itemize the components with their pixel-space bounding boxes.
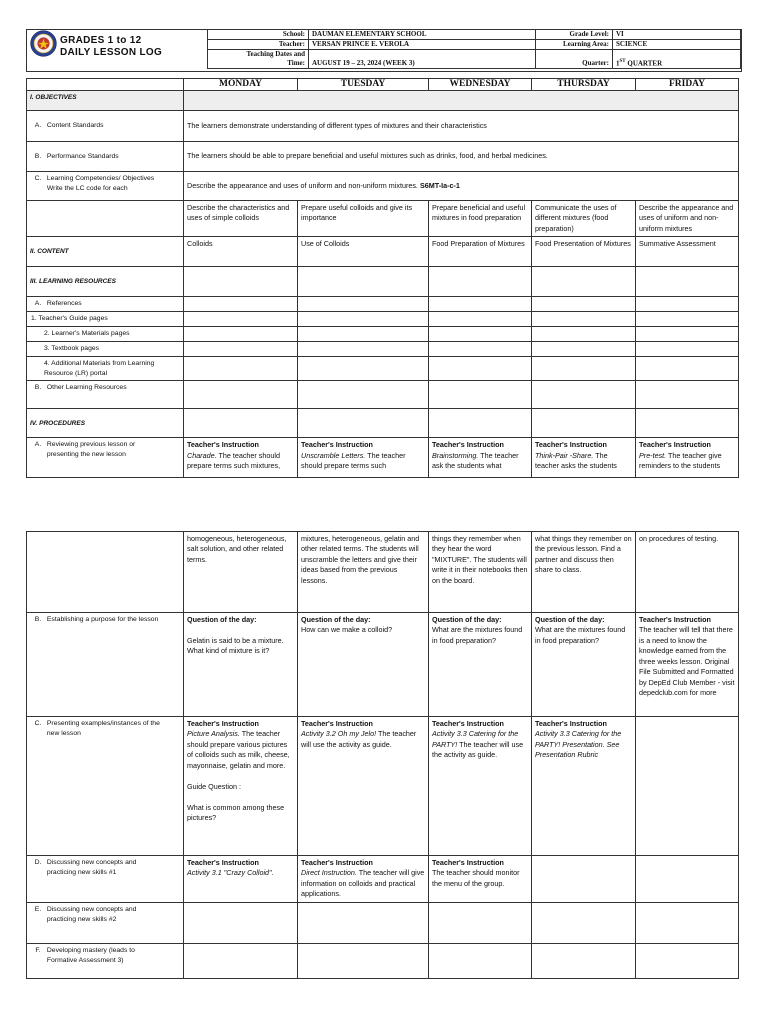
reviewing-num: A. — [34, 441, 42, 449]
reviewing-label — [27, 438, 184, 478]
quarter-value — [613, 50, 741, 69]
competencies-label — [27, 172, 184, 201]
competencies-code: S6MT-Ia-c-1 — [419, 180, 460, 190]
resources-heading: III. LEARNING RESOURCES — [27, 267, 184, 297]
examples-wednesday — [429, 717, 532, 856]
concepts-1-monday — [184, 856, 298, 903]
examples-num: C. — [34, 720, 42, 727]
textbook-pages-label: 3. Textbook pages — [27, 341, 184, 356]
reviewing-text: Reviewing previous lesson or presenting the new lesson — [46, 441, 136, 459]
area-label: Learning Area: — [536, 40, 613, 50]
dates-label — [208, 50, 309, 69]
competencies-value — [184, 172, 739, 201]
objective-wednesday: Prepare beneficial and useful mixtures in food preparation — [429, 201, 532, 237]
reviewing-thursday-p2: what things they remember on the previous lesson. Find a partner and discuss then share to class. — [532, 532, 636, 613]
purpose-text: Establishing a purpose for the lesson — [46, 616, 159, 623]
lesson-log-table-page-2 — [26, 531, 739, 979]
purpose-tuesday: Question of the day: How can we make a colloid? — [298, 613, 429, 717]
reviewing-tuesday-p2: mixtures, heterogeneous, gelatin and other related terms. The students will unscramble the letters and give their ideas based from the previous lessons. — [298, 532, 429, 613]
content-monday: Colloids — [184, 237, 298, 267]
purpose-monday-text: Gelatin is said to be a mixture. What kind of mixture is it? — [187, 635, 284, 656]
quarter-word: QUARTER — [625, 59, 663, 67]
references-text: References — [46, 300, 82, 308]
examples-thursday-head: Teacher's Instruction — [535, 719, 607, 728]
examples-thursday — [532, 717, 636, 856]
content-heading: II. CONTENT — [27, 237, 184, 267]
concepts-1-tuesday-text: The teacher will give information on colloids and practical applications. — [301, 868, 425, 899]
competencies-text: Learning Competencies/ Objectives Write the LC code for each — [46, 175, 155, 192]
procedures-heading: IV. PROCEDURES — [27, 409, 184, 438]
header-info-table — [207, 29, 741, 69]
reviewing-monday-head: Teacher's Instruction — [187, 440, 259, 450]
concepts-2-text: Discussing new concepts and practicing new skills #2 — [46, 906, 137, 923]
purpose-num: B. — [34, 616, 42, 623]
purpose-wednesday: Question of the day: What are the mixtures found in food preparation? — [429, 613, 532, 717]
reviewing-continued-label — [27, 532, 184, 613]
reviewing-thursday-text: The teacher asks the students — [535, 450, 617, 471]
concepts-1-wednesday-text: The teacher should monitor the menu of the group. — [432, 868, 520, 888]
concepts-2-label — [27, 903, 184, 944]
content-standards-num: A. — [34, 122, 42, 130]
examples-tuesday-head: Teacher's Instruction — [301, 719, 373, 728]
content-standards-text: Content Standards — [46, 122, 104, 130]
content-standards-label — [27, 111, 184, 142]
examples-label — [27, 717, 184, 856]
concepts-1-tuesday — [298, 856, 429, 903]
dates-label-line-2: Time: — [287, 59, 305, 67]
school-label: School: — [208, 30, 309, 40]
reviewing-tuesday-method: Unscramble Letters. — [301, 450, 366, 460]
day-friday: FRIDAY — [636, 79, 739, 91]
reviewing-friday-method: Pre-test. — [639, 450, 667, 460]
reviewing-wednesday-text: The teacher ask the students what — [432, 450, 519, 471]
reviewing-tuesday-head: Teacher's Instruction — [301, 440, 373, 450]
daily-objectives-label — [27, 201, 184, 237]
mastery-num: F. — [35, 947, 41, 954]
objective-tuesday: Prepare useful colloids and give its importance — [298, 201, 429, 237]
competencies-desc: Describe the appearance and uses of uniform and non-uniform mixtures. — [187, 180, 418, 190]
reviewing-friday-text: The teacher give reminders to the students — [639, 450, 722, 471]
grade-label: Grade Level: — [536, 30, 613, 40]
content-standards-value: The learners demonstrate understanding of different types of mixtures and their characteristics — [184, 111, 739, 142]
concepts-1-label — [27, 856, 184, 903]
examples-tuesday — [298, 717, 429, 856]
purpose-friday — [636, 613, 739, 717]
additional-materials-label: 4. Additional Materials from Learning Resource (LR) portal — [27, 356, 184, 381]
objective-thursday: Communicate the uses of different mixtures (food preparation) — [532, 201, 636, 237]
teacher-value: VERSAN PRINCE E. VEROLA — [309, 40, 536, 50]
days-corner-cell — [27, 79, 184, 91]
day-tuesday: TUESDAY — [298, 79, 429, 91]
examples-wednesday-method: Activity 3.3 Catering for the PARTY! — [432, 729, 519, 749]
reviewing-thursday-head: Teacher's Instruction — [535, 440, 607, 450]
day-thursday: THURSDAY — [532, 79, 636, 91]
examples-monday-text: The teacher should prepare various pictures of colloids such as milk, cheese, mayonnaise, gelatin and more. — [187, 729, 290, 770]
reviewing-monday-method: Charade. — [187, 450, 217, 460]
performance-standards-text: Performance Standards — [46, 152, 119, 160]
quarter-label: Quarter: — [536, 50, 613, 69]
reviewing-monday-p2: homogeneous, heterogeneous, salt solution, and other related terms. — [184, 532, 298, 613]
other-resources-num: B. — [34, 384, 42, 392]
objective-friday: Describe the appearance and uses of uniform and non-uniform mixtures — [636, 201, 739, 237]
examples-tuesday-text: The teacher will use the activity as guide. — [301, 729, 417, 749]
concepts-1-monday-method: Activity 3.1 "Crazy Colloid". — [187, 868, 274, 878]
examples-monday-guide: Guide Question : — [187, 781, 241, 791]
content-thursday: Food Presentation of Mixtures — [532, 237, 636, 267]
purpose-tuesday-head: Question of the day — [301, 615, 369, 624]
day-wednesday: WEDNESDAY — [429, 79, 532, 91]
area-value: SCIENCE — [613, 40, 741, 50]
concepts-1-thursday — [532, 856, 636, 903]
competencies-num: C. — [34, 175, 42, 182]
reviewing-wednesday-method: Brainstorming. — [432, 450, 479, 460]
objective-monday: Describe the characteristics and uses of simple colloids — [184, 201, 298, 237]
reviewing-monday-text: The teacher should prepare terms such mixtures, — [187, 450, 281, 471]
references-label — [27, 297, 184, 312]
performance-standards-num: B. — [34, 152, 42, 160]
quarter-ordinal: ST — [619, 58, 626, 64]
examples-monday-method: Picture Analysis. — [187, 729, 240, 739]
examples-tuesday-method: Activity 3.2 Oh my Jelo! — [301, 729, 377, 739]
purpose-friday-head: Teacher's Instruction — [639, 615, 711, 624]
concepts-1-wednesday — [429, 856, 532, 903]
examples-friday — [636, 717, 739, 856]
examples-monday — [184, 717, 298, 856]
purpose-thursday: Question of the day: What are the mixtures found in food preparation? — [532, 613, 636, 717]
day-monday: MONDAY — [184, 79, 298, 91]
purpose-thursday-head: Question of the day — [535, 615, 603, 624]
reviewing-thursday-p1 — [532, 438, 636, 478]
examples-monday-question: What is common among these pictures? — [187, 802, 285, 822]
examples-thursday-method: Activity 3.3 Catering for the PARTY! Presentation. See Presentation Rubric — [535, 729, 622, 760]
lesson-log-table-page-1 — [26, 78, 739, 478]
purpose-monday: Question of the day: Gelatin is said to be a mixture. What kind of mixture is it? — [184, 613, 298, 717]
references-num: A. — [34, 300, 42, 308]
learners-materials-label: 2. Learner's Materials pages — [27, 327, 184, 342]
quarter-number: 1 — [616, 59, 620, 67]
purpose-label — [27, 613, 184, 717]
content-wednesday: Food Preparation of Mixtures — [429, 237, 532, 267]
objectives-heading: I. OBJECTIVES — [27, 91, 184, 111]
reviewing-wednesday-p2: things they remember when they hear the word "MIXTURE". The students will write it in their notebooks then on the board. — [429, 532, 532, 613]
examples-monday-head: Teacher's Instruction — [187, 719, 259, 728]
mastery-text: Developing mastery (leads to Formative Assessment 3) — [46, 947, 135, 964]
performance-standards-value: The learners should be able to prepare beneficial and useful mixtures such as drinks, food, and herbal medicines. — [184, 142, 739, 172]
title-line-2: DAILY LESSON LOG — [60, 47, 163, 58]
grade-value: VI — [613, 30, 741, 40]
concepts-1-num: D. — [34, 859, 42, 866]
content-friday: Summative Assessment — [636, 237, 739, 267]
reviewing-tuesday-text: The teacher should prepare terms such — [301, 450, 406, 471]
concepts-1-wednesday-head: Teacher's Instruction — [432, 858, 504, 867]
objectives-heading-span — [184, 91, 739, 111]
concepts-1-text: Discussing new concepts and practicing new skills #1 — [46, 859, 137, 876]
purpose-friday-text: The teacher will tell that there is a need to know the knowledge earned from the three weeks lesson. Original File Submitted and Formatted by DepEd Club Member - visit depedclub.com for more — [639, 625, 735, 698]
purpose-wednesday-head: Question of the day — [432, 615, 500, 624]
concepts-1-tuesday-method: Direct Instruction. — [301, 868, 357, 878]
teacher-label: Teacher: — [208, 40, 309, 50]
examples-text: Presenting examples/instances of the new lesson — [46, 720, 160, 737]
reviewing-wednesday-head: Teacher's Instruction — [432, 440, 504, 450]
reviewing-friday-p1 — [636, 438, 739, 478]
purpose-wednesday-text: What are the mixtures found in food preparation? — [432, 625, 523, 645]
content-tuesday: Use of Colloids — [298, 237, 429, 267]
concepts-1-monday-head: Teacher's Instruction — [187, 858, 259, 867]
purpose-tuesday-text: How can we make a colloid? — [301, 625, 393, 635]
concepts-1-tuesday-head: Teacher's Instruction — [301, 858, 373, 867]
purpose-monday-head: Question of the day — [187, 615, 255, 624]
reviewing-monday-p1 — [184, 438, 298, 478]
concepts-2-num: E. — [34, 906, 42, 913]
purpose-thursday-text: What are the mixtures found in food preparation? — [535, 625, 626, 645]
examples-wednesday-head: Teacher's Instruction — [432, 719, 504, 728]
examples-wednesday-text: The teacher will use the activity as guide. — [432, 739, 524, 760]
other-resources-text: Other Learning Resources — [46, 384, 127, 392]
dates-value: AUGUST 19 – 23, 2024 (WEEK 3) — [309, 50, 536, 69]
reviewing-tuesday-p1 — [298, 438, 429, 478]
school-value: DAUMAN ELEMENTARY SCHOOL — [309, 30, 536, 40]
document-title — [60, 35, 162, 59]
deped-seal-logo — [30, 30, 57, 57]
dates-label-line-1: Teaching Dates and — [246, 50, 305, 58]
mastery-label — [27, 944, 184, 979]
teachers-guide-label: 1. Teacher's Guide pages — [27, 312, 184, 327]
reviewing-friday-head: Teacher's Instruction — [639, 440, 711, 450]
reviewing-thursday-method: Think-Pair -Share. — [535, 450, 594, 460]
other-resources-label — [27, 381, 184, 409]
concepts-1-friday — [636, 856, 739, 903]
reviewing-friday-p2: on procedures of testing. — [636, 532, 739, 613]
reviewing-wednesday-p1 — [429, 438, 532, 478]
title-line-1: GRADES 1 to 12 — [60, 35, 142, 46]
performance-standards-label — [27, 142, 184, 172]
